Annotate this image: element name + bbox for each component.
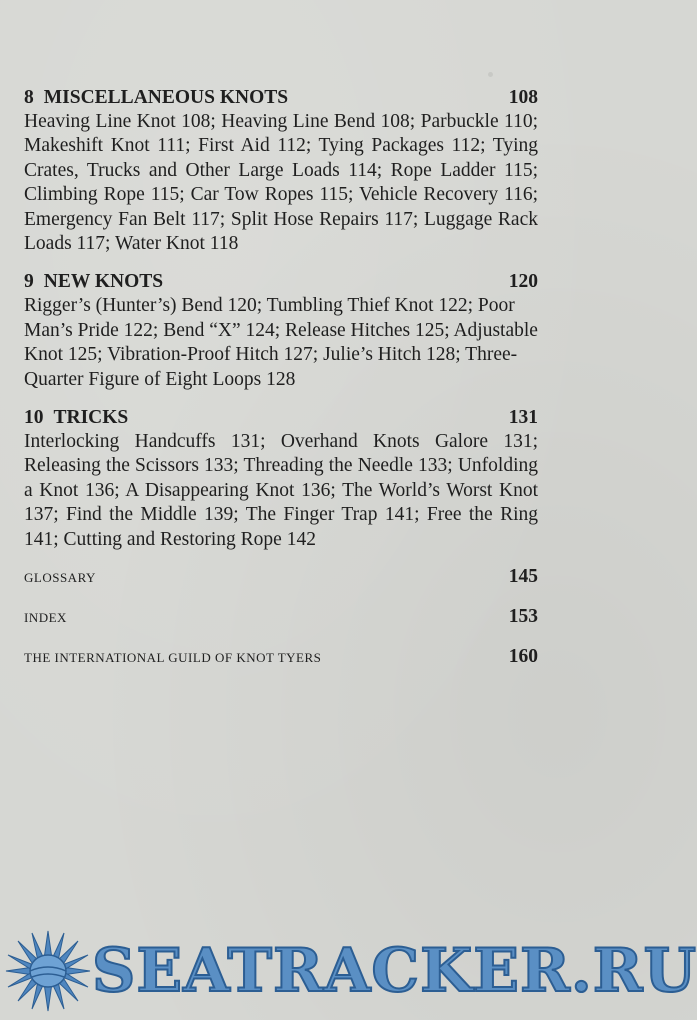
chapter-name: MISCELLANEOUS KNOTS bbox=[43, 87, 289, 108]
toc-entry-glossary bbox=[24, 566, 538, 598]
chapter-contents: Rigger’s (Hunter’s) Bend 120; Tumbling Thief Knot 122; Poor Man’s Pride 122; Bend “X” 124; Release Hitches 125; Adjustable Knot 125; Vibration-Proof Hitch 127; Julie’s Hitch 128; Three-Quarter Figure of Eight Loops 128 bbox=[24, 295, 538, 390]
chapter-heading bbox=[24, 270, 538, 294]
chapter-title bbox=[24, 406, 128, 430]
entry-label: THE INTERNATIONAL GUILD OF KNOT TYERS bbox=[24, 650, 322, 666]
chapter-8 bbox=[24, 86, 538, 256]
chapter-contents: Interlocking Handcuffs 131; Overhand Knots Galore 131; Releasing the Scissors 133; Threading the Needle 133; Unfolding a Knot 136; A Disappearing Knot 136; The World’s Worst Knot 137; Find the Middle 139; The Finger Trap 141; Free the Ring 141; Cutting and Restoring Rope 142 bbox=[24, 431, 538, 550]
chapter-heading bbox=[24, 406, 538, 430]
chapter-number: 10 bbox=[24, 407, 44, 429]
chapter-heading bbox=[24, 86, 538, 110]
entry-page-number: 160 bbox=[508, 646, 538, 668]
chapter-title bbox=[24, 86, 288, 110]
chapter-page-number: 108 bbox=[508, 87, 538, 108]
chapter-contents: Heaving Line Knot 108; Heaving Line Bend 108; Parbuckle 110; Makeshift Knot 111; First Aid 112; Tying Packages 112; Tying Crates, Trucks and Other Large Loads 114; Rope Ladder 115; Climbing Rope 115; Car Tow Ropes 115; Vehicle Recovery 116; Emergency Fan Belt 117; Split Hose Repairs 117; Luggage Rack Loads 117; Water Knot 118 bbox=[24, 111, 538, 255]
chapter-title bbox=[24, 270, 163, 294]
entry-label: GLOSSARY bbox=[24, 570, 96, 586]
table-of-contents bbox=[24, 86, 538, 678]
entry-label: INDEX bbox=[24, 610, 67, 626]
chapter-page-number: 131 bbox=[508, 407, 538, 429]
chapter-number: 8 bbox=[24, 87, 34, 108]
watermark bbox=[0, 925, 697, 1015]
chapter-name: NEW KNOTS bbox=[43, 271, 164, 293]
toc-entry-index bbox=[24, 606, 538, 638]
sun-burst-icon bbox=[4, 929, 92, 1013]
chapter-10 bbox=[24, 406, 538, 552]
chapter-page-number: 120 bbox=[508, 271, 538, 293]
paper-speck bbox=[488, 72, 493, 77]
watermark-text: SEATRACKER.RU bbox=[92, 936, 697, 1006]
toc-entry-guild bbox=[24, 646, 538, 678]
chapter-9 bbox=[24, 270, 538, 392]
entry-page-number: 153 bbox=[508, 606, 538, 628]
chapter-number: 9 bbox=[24, 271, 34, 293]
entry-page-number: 145 bbox=[508, 566, 538, 588]
chapter-name: TRICKS bbox=[53, 407, 129, 429]
